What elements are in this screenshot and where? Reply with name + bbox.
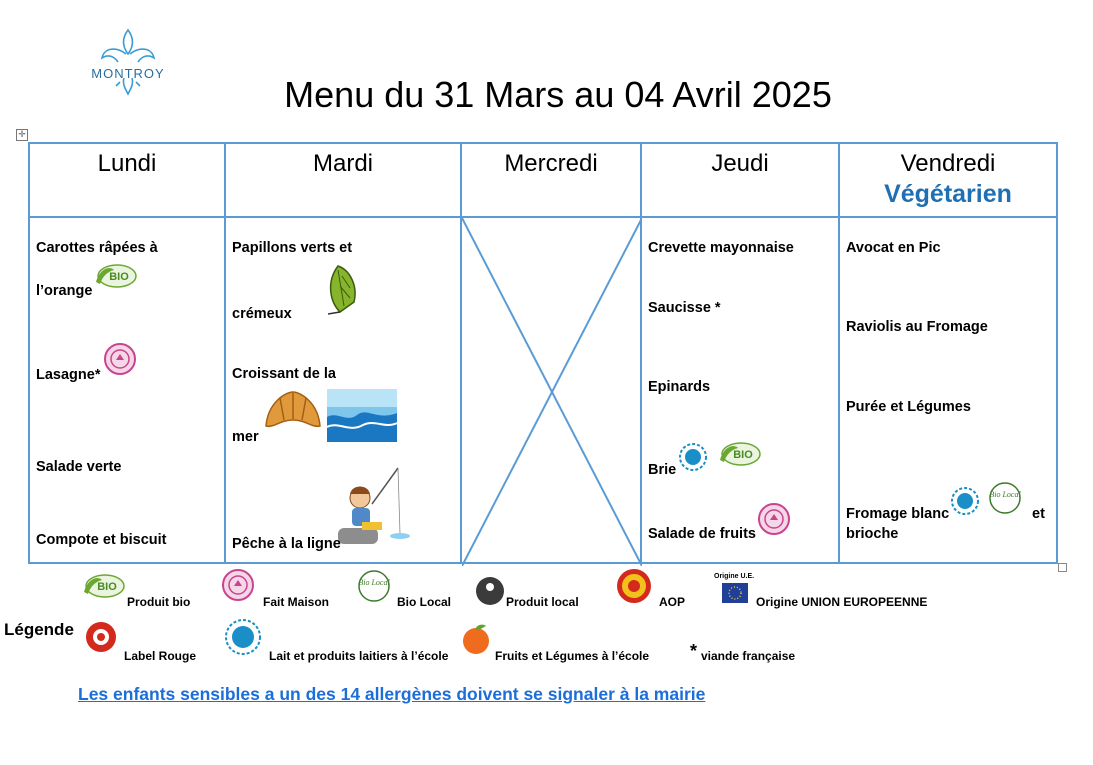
- table-resize-handle[interactable]: [1058, 563, 1067, 572]
- menu-item: et: [1032, 506, 1045, 522]
- menu-item: Lasagne*: [36, 367, 101, 383]
- day-name: Mercredi: [504, 150, 598, 177]
- menu-row: [29, 217, 1057, 563]
- menu-item: l’orange: [36, 283, 93, 299]
- fruits-legumes-icon: [456, 622, 494, 656]
- legend-label: AOP: [659, 595, 686, 609]
- day-name: Vendredi: [900, 150, 996, 177]
- menu-item: Compote et biscuit: [36, 532, 167, 548]
- lait-ecole-icon: [948, 484, 982, 518]
- fait-maison-icon: [104, 342, 136, 376]
- day-header-mercredi: [461, 143, 641, 217]
- menu-item: Crevette mayonnaise: [648, 240, 794, 256]
- vegetarian-label: Végétarien: [884, 180, 1012, 208]
- legend-label: Origine UNION EUROPEENNE: [756, 595, 928, 609]
- legend-title: Légende: [4, 620, 74, 639]
- logo-name: MONTROY: [91, 66, 165, 81]
- legend-origine-ue-icon: [714, 573, 754, 605]
- menu-item: Papillons verts et: [232, 240, 353, 256]
- allergen-warning-link[interactable]: Les enfants sensibles a un des 14 allergènes doivent se signaler à la mairie: [78, 684, 706, 704]
- lait-ecole-icon: [676, 440, 710, 474]
- menu-cell-mercredi-empty: [461, 217, 641, 563]
- bio-logo-text: BIO: [109, 271, 129, 283]
- sea-image: [327, 389, 397, 442]
- bio-local-logo-text: Bio Local: [989, 490, 1021, 499]
- menu-item: mer: [232, 429, 259, 445]
- day-name: Jeudi: [711, 150, 769, 177]
- fait-maison-icon: [758, 502, 790, 536]
- menu-item: Pêche à la ligne: [232, 536, 341, 552]
- legend-label: Produit bio: [127, 595, 191, 609]
- menu-item: Brie: [648, 462, 677, 478]
- legend-bio-icon: [80, 572, 126, 600]
- legend-label: Label Rouge: [124, 649, 197, 663]
- bio-logo-text: BIO: [97, 581, 117, 593]
- legend-lait-icon: [220, 618, 266, 656]
- fait-maison-icon: [218, 568, 258, 602]
- bio-logo-text: BIO: [733, 449, 753, 461]
- menu-item: Croissant de la: [232, 366, 336, 382]
- menu-item: Carottes râpées à: [36, 240, 158, 256]
- menu-item: Salade verte: [36, 459, 122, 475]
- legend-viande-star: *: [690, 641, 698, 661]
- fleur-de-lis-icon: [86, 26, 170, 100]
- day-header-vendredi: [839, 143, 1057, 217]
- eu-flag-icon: [722, 583, 748, 603]
- legend-bio-local-icon: [356, 568, 392, 604]
- day-name: Mardi: [312, 150, 373, 177]
- menu-item: brioche: [846, 526, 899, 542]
- menu-item: Salade de fruits: [648, 526, 756, 542]
- ue-caption: Origine U.E.: [714, 573, 755, 580]
- legend-label: Produit local: [506, 595, 579, 609]
- bio-icon: [80, 572, 126, 600]
- fishing-boy-image: [338, 464, 416, 550]
- menu-cell-vendredi: [839, 217, 1057, 563]
- bio-icon: [92, 262, 138, 290]
- table-move-handle[interactable]: ✛: [16, 129, 28, 141]
- menu-cell-jeudi: [641, 217, 839, 563]
- bio-local-logo-text: Bio Local: [358, 578, 390, 587]
- menu-table: [28, 142, 1058, 564]
- page-title: Menu du 31 Mars au 04 Avril 2025: [284, 74, 832, 115]
- croissant-image: [262, 388, 324, 436]
- menu-item: crémeux: [232, 306, 292, 322]
- legend-label-rouge-icon: [80, 620, 122, 654]
- butterfly-image: [324, 262, 360, 316]
- montroy-logo: [86, 26, 170, 100]
- lait-ecole-icon: [220, 618, 266, 656]
- legend-label: viande française: [701, 649, 796, 663]
- menu-item: Raviolis au Fromage: [846, 319, 988, 335]
- legend-label: Fruits et Légumes à l’école: [495, 649, 650, 663]
- label-rouge-icon: [80, 620, 122, 654]
- legend-label: Fait Maison: [263, 595, 330, 609]
- menu-cell-lundi: [29, 217, 225, 563]
- legend-produit-local-icon: [473, 576, 507, 606]
- day-header-mardi: [225, 143, 461, 217]
- menu-cell-mardi: [225, 217, 461, 563]
- legend-label: Lait et produits laitiers à l’école: [269, 649, 449, 663]
- bio-icon: [716, 440, 762, 468]
- day-name: Lundi: [97, 150, 157, 177]
- crossed-out-mark: [462, 218, 642, 566]
- menu-item: Fromage blanc: [846, 506, 950, 522]
- day-header-jeudi: [641, 143, 839, 217]
- day-header-lundi: [29, 143, 225, 217]
- aop-icon: [610, 568, 658, 604]
- menu-item: Epinards: [648, 379, 711, 395]
- menu-item: Saucisse *: [648, 300, 721, 316]
- header-row: [29, 143, 1057, 217]
- menu-item: Avocat en Pic: [846, 240, 941, 256]
- menu-item: Purée et Légumes: [846, 399, 971, 415]
- bio-local-icon: [356, 568, 392, 604]
- legend-fait-maison-icon: [218, 568, 258, 602]
- legend-label: Bio Local: [397, 595, 452, 609]
- bio-local-icon: [988, 480, 1022, 516]
- legend-aop-icon: [610, 568, 658, 604]
- legend-fruits-icon: [456, 622, 494, 656]
- produit-local-icon: [473, 576, 507, 606]
